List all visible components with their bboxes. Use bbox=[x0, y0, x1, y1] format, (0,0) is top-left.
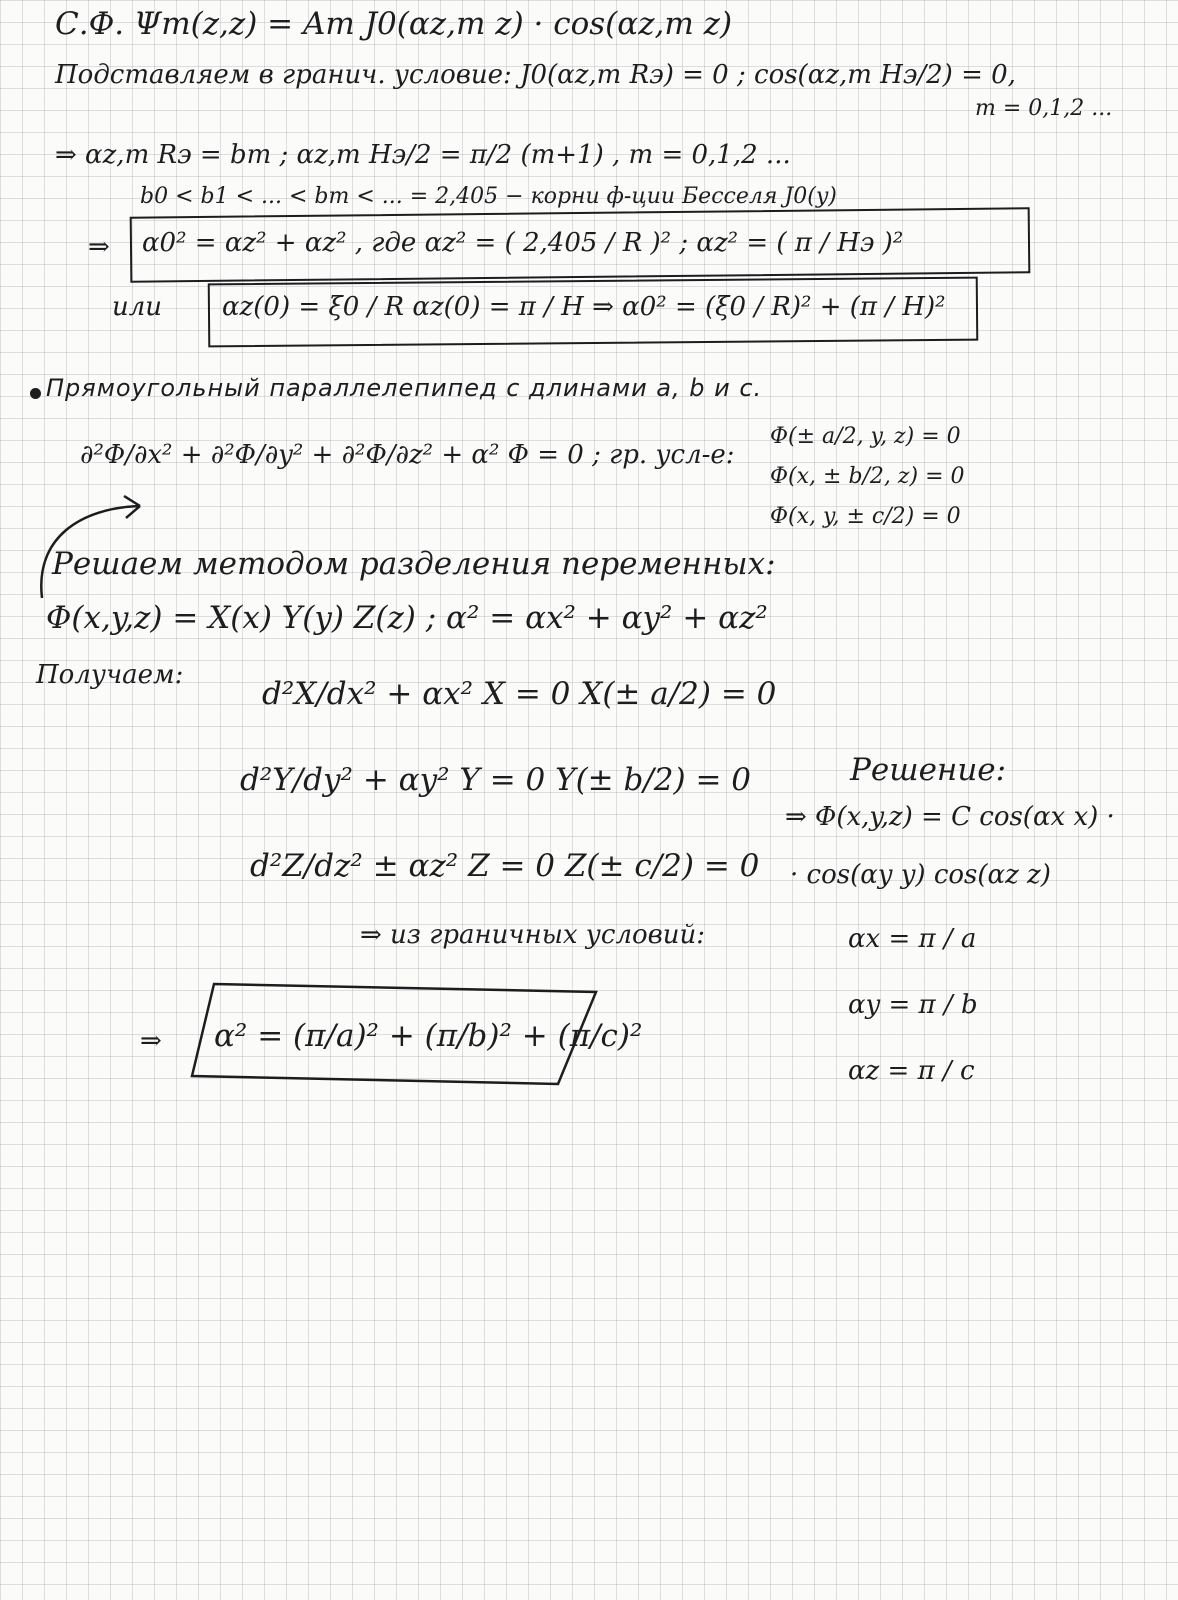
line-ode-y: d²Y/dy² + αy² Y = 0 Y(± b/2) = 0 bbox=[240, 762, 752, 798]
label-obtain: Получаем: bbox=[36, 660, 184, 690]
line-solution-start: ⇒ Φ(x,y,z) = C cos(αx x) · bbox=[785, 802, 1115, 832]
section-title-parallelepiped: Прямоугольный параллелепипед с длинами a, b и c. bbox=[46, 374, 763, 402]
bc-y: Φ(x, ± b/2, z) = 0 bbox=[770, 464, 965, 489]
bullet-icon bbox=[30, 388, 41, 399]
line-bessel-roots: b0 < b1 < ... < bm < ... = 2,405 − корни ф-ции Бесселя J0(y) bbox=[140, 184, 837, 209]
label-solution: Решение: bbox=[850, 752, 1007, 788]
line-ode-z: d²Z/dz² ± αz² Z = 0 Z(± c/2) = 0 bbox=[250, 848, 760, 884]
implies-arrow-1: ⇒ bbox=[88, 232, 110, 262]
line-product-solution: Φ(x,y,z) = X(x) Y(y) Z(z) ; α² = αx² + αy² + αz² bbox=[46, 600, 768, 636]
line-boundary-conditions: Подставляем в гранич. условие: J0(αz,m Rэ) = 0 ; cos(αz,m Hэ/2) = 0, bbox=[55, 60, 1016, 90]
line-helmholtz-equation: ∂²Φ/∂x² + ∂²Φ/∂y² + ∂²Φ/∂z² + α² Φ = 0 ; гр. усл-е: bbox=[80, 440, 735, 470]
implies-arrow-2: ⇒ bbox=[140, 1026, 162, 1056]
line-alpha-result: α0² = αz² + αz² , где αz² = ( 2,405 / R )² ; αz² = ( π / Hэ )² bbox=[142, 228, 904, 258]
line-ode-x: d²X/dx² + αx² X = 0 X(± a/2) = 0 bbox=[262, 676, 777, 712]
bc-z: Φ(x, y, ± c/2) = 0 bbox=[770, 504, 961, 529]
line-m-values: m = 0,1,2 ... bbox=[975, 96, 1113, 121]
line-final-alpha: α² = (π/a)² + (π/b)² + (π/c)² bbox=[214, 1018, 643, 1054]
line-separation-method: Решаем методом разделения переменных: bbox=[52, 546, 776, 582]
alpha-x-value: αx = π / a bbox=[848, 924, 977, 954]
line-implication-roots: ⇒ αz,m Rэ = bm ; αz,m Hэ/2 = π/2 (m+1) , m = 0,1,2 ... bbox=[55, 140, 791, 170]
line-eigenfunction: С.Ф. Ψm(z,z) = Am J0(αz,m z) · cos(αz,m z) bbox=[55, 6, 733, 42]
alpha-z-value: αz = π / c bbox=[848, 1056, 975, 1086]
bc-x: Φ(± a/2, y, z) = 0 bbox=[770, 424, 961, 449]
label-or: или bbox=[112, 292, 163, 322]
line-alpha-alternative: αz(0) = ξ0 / R αz(0) = π / H ⇒ α0² = (ξ0 / R)² + (π / H)² bbox=[222, 292, 946, 322]
line-from-bc: ⇒ из граничных условий: bbox=[360, 920, 706, 950]
line-solution-cont: · cos(αy y) cos(αz z) bbox=[790, 860, 1051, 890]
alpha-y-value: αy = π / b bbox=[848, 990, 978, 1020]
